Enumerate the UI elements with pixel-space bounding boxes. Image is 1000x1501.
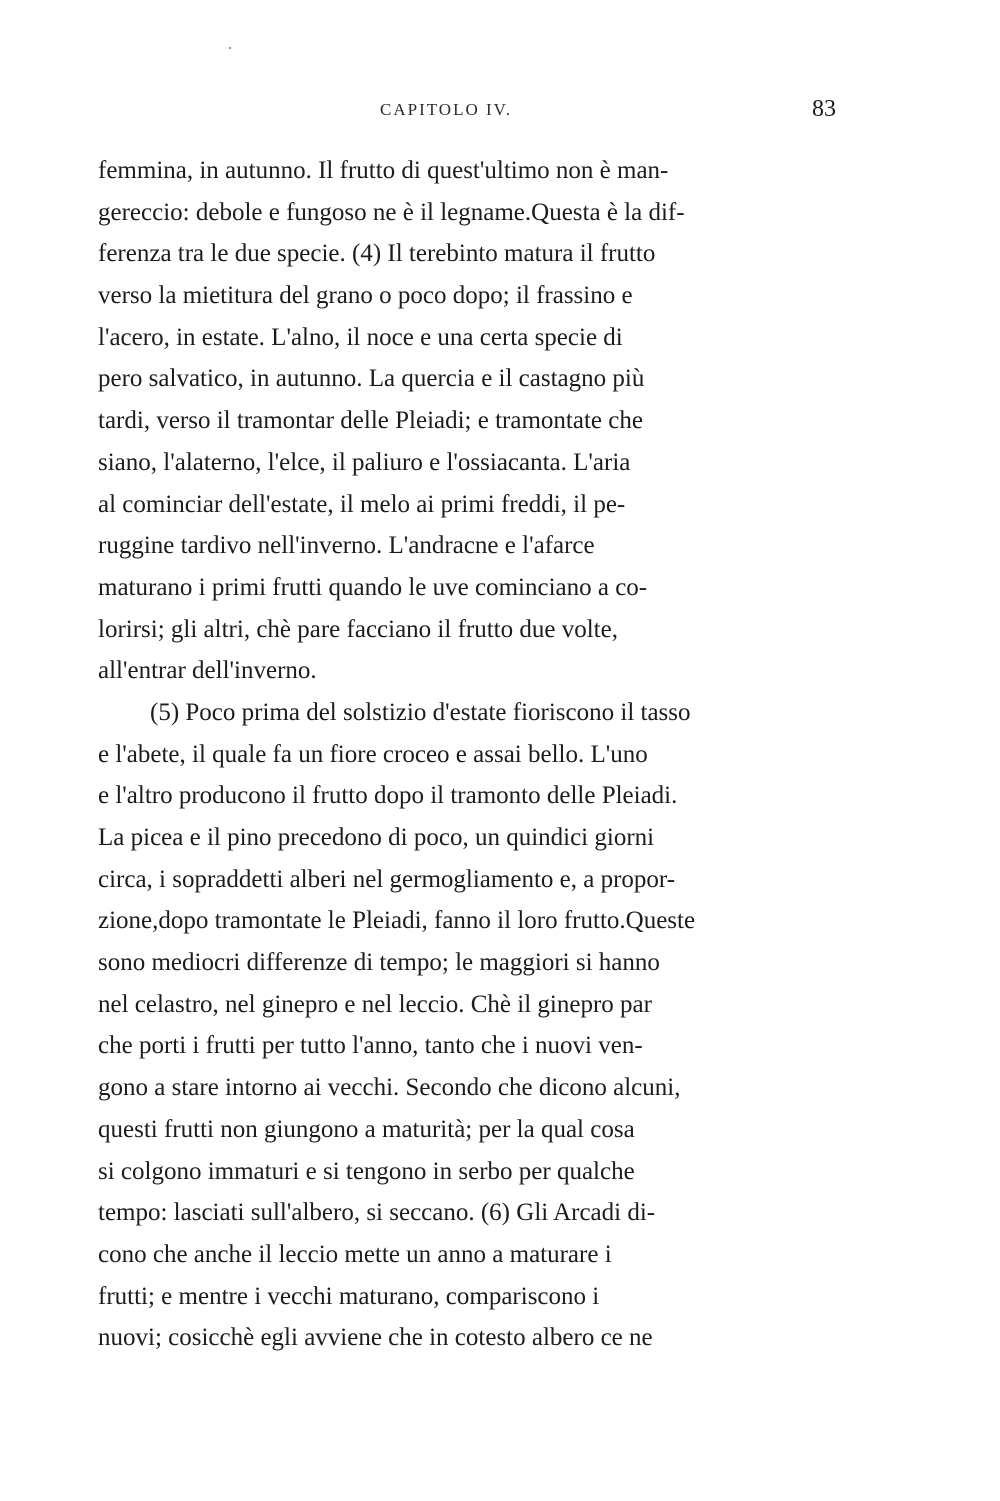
text-line: sono mediocri differenze di tempo; le maggiori si hanno [98, 949, 660, 977]
text-line: e l'altro producono il frutto dopo il tramonto delle Pleiadi. [98, 782, 678, 810]
text-line: lorirsi; gli altri, chè pare facciano il frutto due volte, [98, 615, 618, 643]
text-line: pero salvatico, in autunno. La quercia e il castagno più [98, 365, 645, 393]
text-line: frutti; e mentre i vecchi maturano, compariscono i [98, 1282, 600, 1310]
text-line: circa, i sopraddetti alberi nel germogliamento e, a propor- [98, 865, 676, 893]
paragraph-start-line: (5) Poco prima del solstizio d'estate fioriscono il tasso [150, 698, 691, 726]
text-line: zione,dopo tramontate le Pleiadi, fanno il loro frutto.Queste [98, 907, 696, 935]
text-line: al cominciar dell'estate, il melo ai primi freddi, il pe- [98, 490, 626, 518]
paper-speck [229, 47, 231, 49]
text-line: femmina, in autunno. Il frutto di quest'ultimo non è man- [98, 157, 669, 184]
text-line: gono a stare intorno ai vecchi. Secondo che dicono alcuni, [98, 1074, 681, 1102]
text-line: all'entrar dell'inverno. [98, 657, 317, 685]
text-line: verso la mietitura del grano o poco dopo; il frassino e [98, 282, 633, 310]
text-line: nuovi; cosicchè egli avviene che in cotesto albero ce ne [98, 1324, 653, 1352]
text-line: gereccio: debole e fungoso ne è il legname.Questa è la dif- [98, 198, 685, 226]
text-line: nel celastro, nel ginepro e nel leccio. Chè il ginepro par [98, 990, 652, 1018]
text-line: maturano i primi frutti quando le uve cominciano a co- [98, 573, 648, 601]
text-line: tardi, verso il tramontar delle Pleiadi; e tramontate che [98, 407, 643, 435]
text-line: ferenza tra le due specie. (4) Il terebinto matura il frutto [98, 240, 656, 268]
text-line: l'acero, in estate. L'alno, il noce e una certa specie di [98, 323, 623, 351]
body-text [98, 150, 848, 1359]
running-head: CAPITOLO IV. [380, 100, 512, 119]
page-number: 83 [812, 96, 836, 122]
text-line: tempo: lasciati sull'albero, si seccano. (6) Gli Arcadi di- [98, 1199, 656, 1227]
text-line: cono che anche il leccio mette un anno a maturare i [98, 1240, 612, 1268]
text-line: questi frutti non giungono a maturità; per la qual cosa [98, 1115, 635, 1143]
text-line: si colgono immaturi e si tengono in serbo per qualche [98, 1157, 635, 1185]
text-line: ruggine tardivo nell'inverno. L'andracne e l'afarce [98, 532, 595, 560]
text-line: che porti i frutti per tutto l'anno, tanto che i nuovi ven- [98, 1032, 643, 1060]
text-line: siano, l'alaterno, l'elce, il paliuro e l'ossiacanta. L'aria [98, 448, 631, 476]
text-line: e l'abete, il quale fa un fiore croceo e assai bello. L'uno [98, 740, 648, 768]
text-line: La picea e il pino precedono di poco, un quindici giorni [98, 824, 655, 851]
